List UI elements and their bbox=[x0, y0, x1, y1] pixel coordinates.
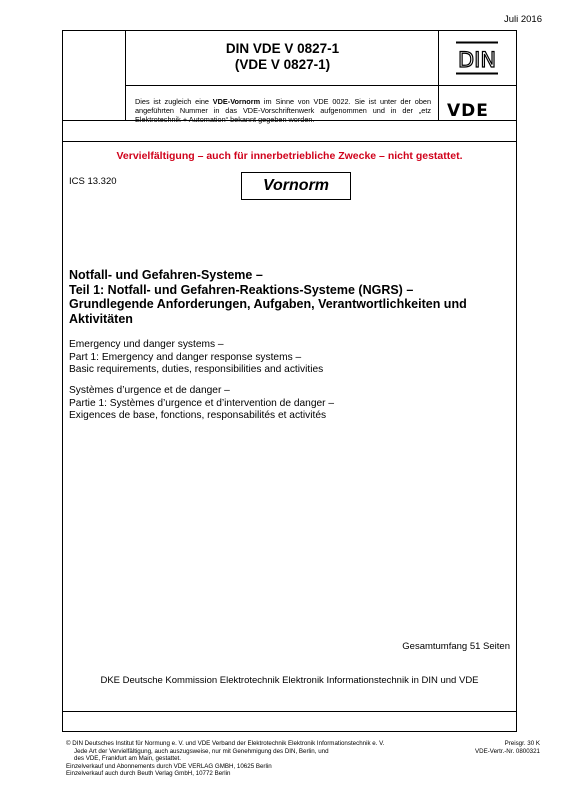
footer-line: © DIN Deutsches Institut für Normung e. V. und VDE Verband der Elektrotechnik Elektronik Informationstechnik e. V. bbox=[66, 740, 385, 747]
price-info bbox=[475, 740, 540, 755]
dke-line: DKE Deutsche Kommission Elektrotechnik Elektronik Informationstechnik in DIN und VDE bbox=[100, 675, 479, 686]
title-en-line: Basic requirements, duties, responsibilities and activities bbox=[69, 364, 324, 375]
footer-line: des VDE, Frankfurt am Main, gestattet. bbox=[74, 755, 181, 763]
title-de-line: Aktivitäten bbox=[69, 311, 133, 326]
title-de-line: Teil 1: Notfall- und Gefahren-Reaktions-Systeme (NGRS) – bbox=[69, 282, 414, 297]
divider-right bbox=[438, 31, 439, 120]
vde-note bbox=[135, 97, 431, 125]
divider-warning bbox=[63, 141, 516, 142]
order-number: VDE-Vertr.-Nr. 0800321 bbox=[475, 747, 540, 755]
title-french bbox=[69, 385, 509, 423]
standard-number-alt: (VDE V 0827-1) bbox=[234, 57, 331, 72]
title-de-line: Notfall- und Gefahren-Systeme – bbox=[69, 268, 263, 282]
divider-left bbox=[125, 31, 126, 120]
title-en-line: Emergency und danger systems – bbox=[69, 339, 224, 350]
footer-line: Einzelverkauf und Abonnements durch VDE VERLAG GMBH, 10625 Berlin bbox=[66, 762, 272, 770]
standard-number: DIN VDE V 0827-1 bbox=[225, 41, 340, 56]
note-prefix: Dies ist zugleich eine bbox=[135, 97, 213, 106]
divider-footer bbox=[63, 711, 516, 712]
vornorm-badge: Vornorm bbox=[241, 172, 351, 200]
title-en-line: Part 1: Emergency and danger response systems – bbox=[69, 351, 302, 363]
copy-warning: Vervielfältigung – auch für innerbetriebliche Zwecke – nicht gestattet. bbox=[116, 150, 463, 162]
title-de-line: Grundlegende Anforderungen, Aufgaben, Verantwortlichkeiten und bbox=[69, 297, 467, 311]
divider-header bbox=[125, 85, 516, 86]
title-english bbox=[69, 339, 509, 377]
copyright-footer bbox=[66, 740, 386, 778]
ics-code: ICS 13.320 bbox=[69, 176, 117, 187]
title-german bbox=[69, 268, 509, 326]
note-rest: im Sinne von VDE 0022. Sie ist unter der oben angeführten Nummer in das VDE-Vorschriftenwerk aufgenommen und in der „etz Elektrotechnik + Automation“ bekannt gegeben worden. bbox=[135, 97, 432, 125]
price-group: Preisgr. 30 K bbox=[504, 740, 540, 747]
title-fr-line: Partie 1: Systèmes d’urgence et d’intervention de danger – bbox=[69, 397, 335, 409]
footer-line: Einzelverkauf auch durch Beuth Verlag GmbH, 10772 Berlin bbox=[66, 770, 231, 778]
din-logo-text: DIN bbox=[457, 48, 497, 72]
cover-frame bbox=[62, 30, 517, 732]
vde-logo: VDE bbox=[447, 101, 489, 121]
footer-line: Jede Art der Vervielfältigung, auch auszugsweise, nur mit Genehmigung des DIN, Berlin, und bbox=[74, 747, 329, 755]
total-pages: Gesamtumfang 51 Seiten bbox=[402, 641, 510, 652]
publication-date: Juli 2016 bbox=[503, 14, 542, 25]
title-fr-line: Systèmes d’urgence et de danger – bbox=[69, 385, 230, 396]
din-logo bbox=[455, 41, 499, 75]
title-fr-line: Exigences de base, fonctions, responsabilités et activités bbox=[69, 410, 327, 421]
note-bold: VDE-Vornorm bbox=[212, 97, 261, 106]
